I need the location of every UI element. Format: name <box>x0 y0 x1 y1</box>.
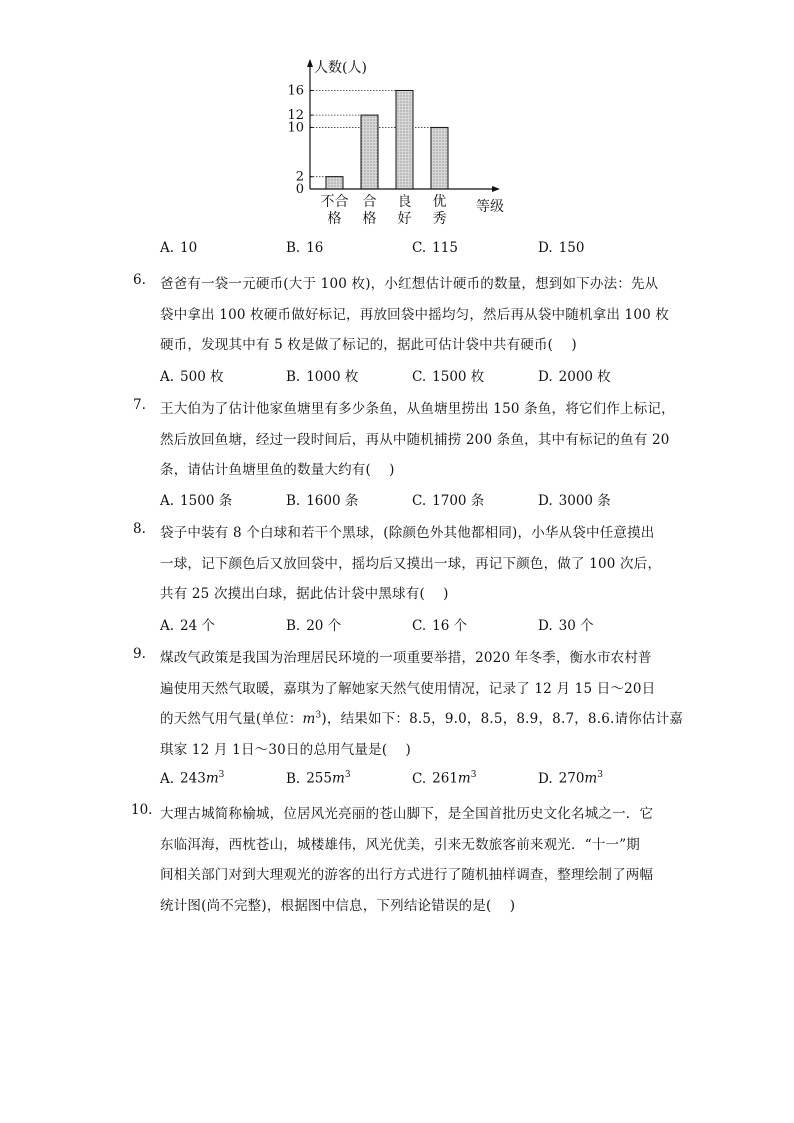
question-text-line: 王大伯为了估计他家鱼塘里有多少条鱼，从鱼塘里捞出 150 条鱼，将它们作上标记， <box>160 401 675 417</box>
bar <box>326 177 343 189</box>
question-number: 10. <box>131 802 153 818</box>
y-axis-label: 人数(人) <box>314 60 367 76</box>
q6-option-b: B. 1000 枚 <box>286 369 359 385</box>
question-number: 7. <box>133 397 146 413</box>
q7-option-a: A. 1500 条 <box>160 493 233 509</box>
category-label: 良 <box>397 194 412 210</box>
category-label: 好 <box>397 211 412 227</box>
bar <box>431 127 448 189</box>
category-label: 秀 <box>432 211 447 227</box>
q7-options <box>0 489 794 507</box>
question-text-line: 一球，记下颜色后又放回袋中，摇均后又摸出一球，再记下颜色，做了 100 次后， <box>160 556 662 572</box>
bar <box>396 90 413 189</box>
question-number: 8. <box>133 521 146 537</box>
question-text-line: 条，请估计鱼塘里鱼的数量大约有( ) <box>160 462 395 478</box>
q6-options <box>0 365 794 383</box>
y-tick-label: 10 <box>287 120 304 136</box>
category-label: 格 <box>327 211 342 227</box>
q9-option-a: A. $243m^3$ <box>160 770 225 787</box>
x-axis-arrow <box>492 186 500 192</box>
question-text-line: 大理古城简称榆城，位居风光亮丽的苍山脚下，是全国首批历史文化名城之一．它 <box>160 806 654 822</box>
q8-option-a: A. 24 个 <box>160 618 216 634</box>
q6-option-c: C. 1500 枚 <box>412 369 485 385</box>
q9-option-c: C. $261m^3$ <box>412 770 477 787</box>
q7-option-d: D. 3000 条 <box>538 493 611 509</box>
q6-option-d: D. 2000 枚 <box>538 369 611 385</box>
unit-m: m <box>302 711 316 727</box>
q8-option-d: D. 30 个 <box>538 618 594 634</box>
question-text-line: 的天然气用气量(单位：$m^3$)，结果如下：8.5，9.0，8.5，8.9，8.7，8.6.请你估计嘉 <box>160 710 683 727</box>
q9-options <box>0 770 794 788</box>
bar <box>361 115 378 189</box>
q8-options <box>0 614 794 632</box>
q5-options <box>0 240 794 258</box>
category-label: 不合 <box>320 194 349 210</box>
q6-option-a: A. 500 枚 <box>160 369 224 385</box>
question-number: 6. <box>133 272 146 288</box>
y-tick-label: 2 <box>295 169 304 185</box>
q5-option-c: C. 115 <box>412 240 458 256</box>
category-label: 合 <box>362 194 377 210</box>
question-text-line: 硬币，发现其中有 5 枚是做了标记的，据此可估计袋中共有硬币( ) <box>160 337 577 353</box>
question-text-line: 间相关部门对到大理观光的游客的出行方式进行了随机抽样调查，整理绘制了两幅 <box>160 867 654 883</box>
y-tick-label: 12 <box>287 108 304 124</box>
q9-option-d: D. $270m^3$ <box>538 770 603 787</box>
y-axis-arrow <box>307 59 313 67</box>
question-text-line: 煤改气政策是我国为治理居民环境的一项重要举措，2020 年冬季，衡水市农村普 <box>160 650 652 666</box>
q5-option-a: A. 10 <box>160 240 198 256</box>
q7-option-b: B. 1600 条 <box>286 493 359 509</box>
question-text-line: 袋子中装有 8 个白球和若干个黑球，(除颜色外其他都相同)，小华从袋中任意摸出 <box>160 525 655 541</box>
question-text-line: 统计图(尚不完整)，根据图中信息，下列结论错误的是( ) <box>160 898 516 914</box>
bar-chart <box>280 56 520 232</box>
question-text-line: 遍使用天然气取暖，嘉琪为了解她家天然气使用情况，记录了 12 月 15 日～20日 <box>160 681 656 697</box>
question-text-line: 共有 25 次摸出白球，据此估计袋中黑球有( ) <box>160 586 449 602</box>
x-axis-label: 等级 <box>476 199 504 215</box>
question-text-line: 袋中拿出 100 枚硬币做好标记，再放回袋中摇均匀，然后再从袋中随机拿出 100 枚 <box>160 307 670 323</box>
question-number: 9. <box>133 646 146 662</box>
question-text-line: 然后放回鱼塘，经过一段时间后，再从中随机捕捞 200 条鱼，其中有标记的鱼有 20 <box>160 432 670 448</box>
q9-option-b: B. $255m^3$ <box>286 770 351 787</box>
q5-option-b: B. 16 <box>286 240 324 256</box>
question-text-line: 爸爸有一袋一元硬币(大于 100 枚)，小红想估计硬币的数量，想到如下办法：先从 <box>160 276 659 292</box>
q8-option-b: B. 20 个 <box>286 618 342 634</box>
question-text-line: 东临洱海，西枕苍山，城楼雄伟，风光优美，引来无数旅客前来观光．“十一”期 <box>160 837 641 853</box>
q8-option-c: C. 16 个 <box>412 618 468 634</box>
question-text-line: 琪家 12 月 1日～30日的总用气量是( ) <box>160 742 411 758</box>
category-label: 优 <box>432 194 447 210</box>
y-tick-label: 16 <box>287 83 304 99</box>
q7-option-c: C. 1700 条 <box>412 493 485 509</box>
y-tick-label: 0 <box>295 182 304 197</box>
q5-option-d: D. 150 <box>538 240 585 256</box>
category-label: 格 <box>362 211 377 227</box>
